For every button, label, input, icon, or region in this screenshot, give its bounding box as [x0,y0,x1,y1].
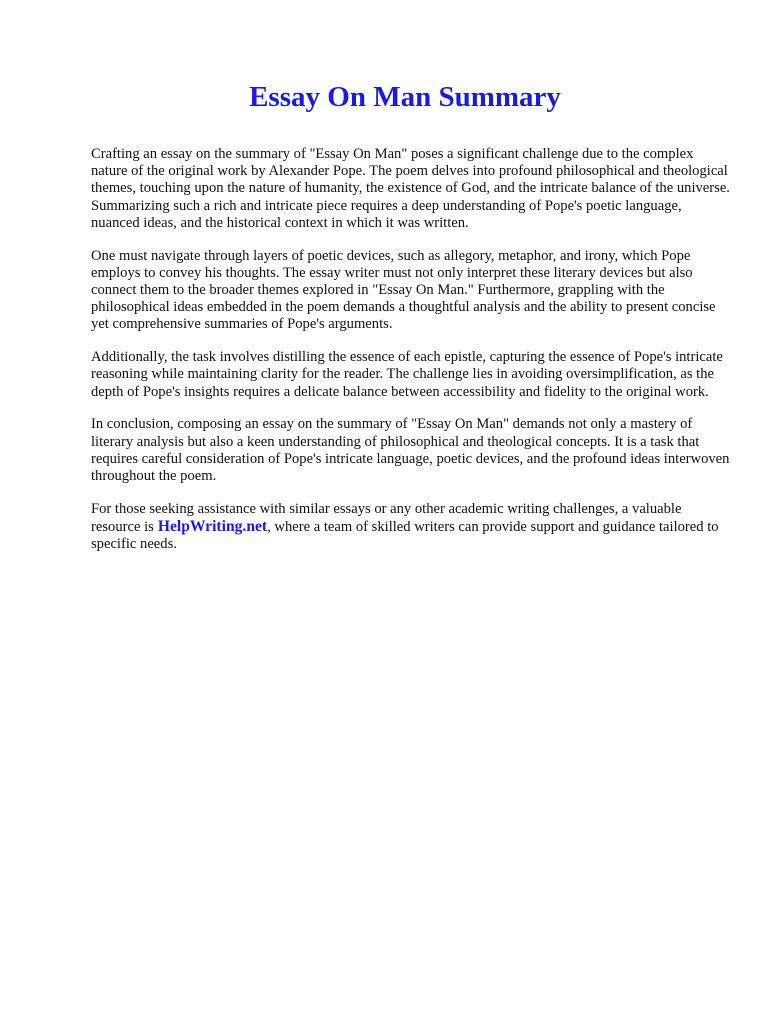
paragraph-5-text-before-link: For those seeking assistance with similar essays or any other academic writing challenges, a valuable resource is [91,500,682,536]
paragraph-5-text-after-link: , where a team of skilled writers can provide support and guidance tailored to specific needs. [91,519,719,553]
paragraph-3: Additionally, the task involves distilling the essence of each epistle, capturing the essence of Pope's intricate reasoning while maintaining clarity for the reader. The challenge lies in avoiding oversimplification, as the depth of Pope's insights requires a delicate balance between accessibility and fidelity to the original work. [91,349,723,400]
paragraph-2: One must navigate through layers of poetic devices, such as allegory, metaphor, and irony, which Pope employs to convey his thoughts. The essay writer must not only interpret these literary devices but also connect them to the broader themes explored in "Essay On Man." Furthermore, grappling with the philosophical ideas embedded in the poem demands a thoughtful analysis and the ability to present concise yet comprehensive summaries of Pope's arguments. [91,247,716,333]
paragraph-1: Crafting an essay on the summary of "Essay On Man" poses a significant challenge due to the complex nature of the original work by Alexander Pope. The poem delves into profound philosophical and theological themes, touching upon the nature of humanity, the existence of God, and the intricate balance of the universe. Summarizing such a rich and intricate piece requires a deep understanding of Pope's poetic language, nuanced ideas, and the historical context in which it was written. [91,146,730,231]
paragraph-5 [91,501,731,554]
document-body [91,146,731,569]
page-title: Essay On Man Summary [249,81,561,113]
paragraph-4: In conclusion, composing an essay on the summary of "Essay On Man" demands not only a mastery of literary analysis but also a keen understanding of philosophical and theological concepts. It is a task that requires careful consideration of Pope's intricate language, poetic devices, and the profound ideas interwoven throughout the poem. [91,416,730,485]
helpwriting-link[interactable]: HelpWriting.net [157,518,268,536]
